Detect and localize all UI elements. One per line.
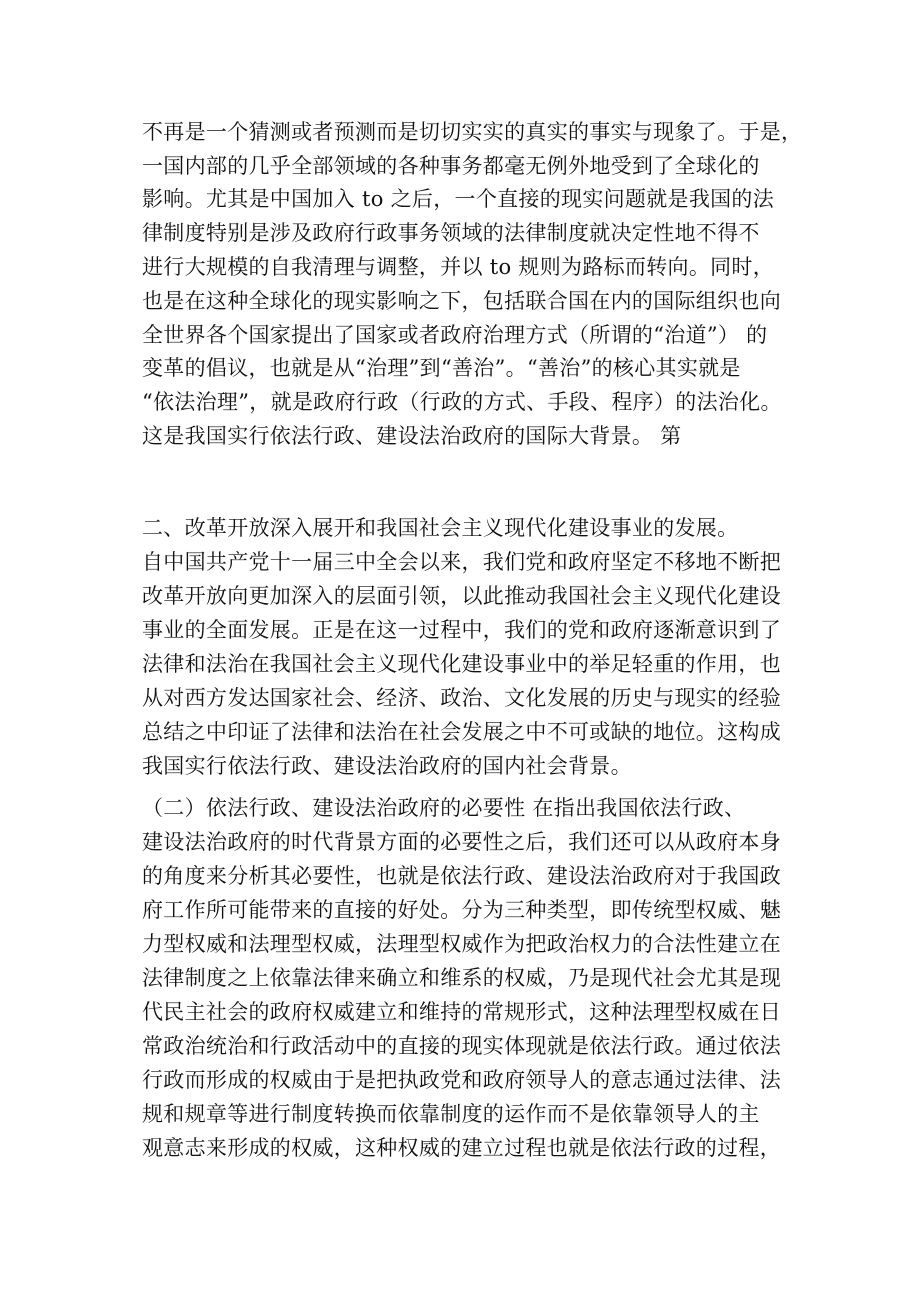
text-line: （二）依法行政、建设法治政府的必要性 在指出我国依法行政、: [142, 796, 746, 820]
text-line: 观意志来形成的权威，这种权威的建立过程也就是依法行政的过程，: [142, 1136, 781, 1160]
text-line: 代民主社会的政府权威建立和维持的常规形式，这种法理型权威在日: [142, 1000, 781, 1024]
text-line: 法律制度之上依靠法律来确立和维系的权威，乃是现代社会尤其是现: [142, 966, 781, 990]
text-line: 也是在这种全球化的现实影响之下，包括联合国在内的国际组织也向: [142, 289, 781, 313]
text-line: 影响。尤其是中国加入 to 之后，一个直接的现实问题就是我国的法: [142, 187, 775, 211]
text-line: 事业的全面发展。正是在这一过程中，我们的党和政府逐渐意识到了: [142, 618, 781, 642]
text-line: 这是我国实行依法行政、建设法治政府的国际大背景。 第: [142, 424, 682, 448]
text-line: 一国内部的几乎全部领域的各种事务都毫无例外地受到了全球化的: [142, 154, 760, 178]
text-line: 全世界各个国家提出了国家或者政府治理方式（所谓的“治道”） 的: [142, 323, 768, 347]
text-line: 变革的倡议，也就是从“治理”到“善治”。“善治”的核心其实就是: [142, 356, 741, 380]
text-line: “依法治理”，就是政府行政（行政的方式、手段、程序）的法治化。: [142, 390, 782, 414]
text-line: 二、改革开放深入展开和我国社会主义现代化建设事业的发展。: [142, 516, 739, 540]
text-line: 律制度特别是涉及政府行政事务领域的法律制度就决定性地不得不: [142, 221, 760, 245]
text-line: 法律和法治在我国社会主义现代化建设事业中的举足轻重的作用，也: [142, 652, 781, 676]
text-line: 改革开放向更加深入的层面引领，以此推动我国社会主义现代化建设: [142, 584, 781, 608]
text-line: 规和规章等进行制度转换而依靠制度的运作而不是依靠领导人的主: [142, 1102, 760, 1126]
text-line: 进行大规模的自我清理与调整，并以 to 规则为路标而转向。同时，: [142, 255, 775, 279]
text-line: 自中国共产党十一届三中全会以来，我们党和政府坚定不移地不断把: [142, 550, 781, 574]
text-line: 不再是一个猜测或者预测而是切切实实的真实的事实与现象了。于是，: [142, 120, 803, 144]
text-line: 建设法治政府的时代背景方面的必要性之后，我们还可以从政府本身: [142, 830, 781, 854]
text-line: 我国实行依法行政、建设法治政府的国内社会背景。: [142, 754, 632, 778]
text-line: 常政治统治和行政活动中的直接的现实体现就是依法行政。通过依法: [142, 1034, 781, 1058]
text-line: 府工作所可能带来的直接的好处。分为三种类型，即传统型权威、魅: [142, 898, 781, 922]
text-line: 行政而形成的权威由于是把执政党和政府领导人的意志通过法律、法: [142, 1068, 781, 1092]
text-line: 从对西方发达国家社会、经济、政治、文化发展的历史与现实的经验: [142, 686, 781, 710]
text-line: 力型权威和法理型权威，法理型权威作为把政治权力的合法性建立在: [142, 932, 781, 956]
text-line: 总结之中印证了法律和法治在社会发展之中不可或缺的地位。这构成: [142, 720, 781, 744]
text-line: 的角度来分析其必要性，也就是依法行政、建设法治政府对于我国政: [142, 864, 781, 888]
